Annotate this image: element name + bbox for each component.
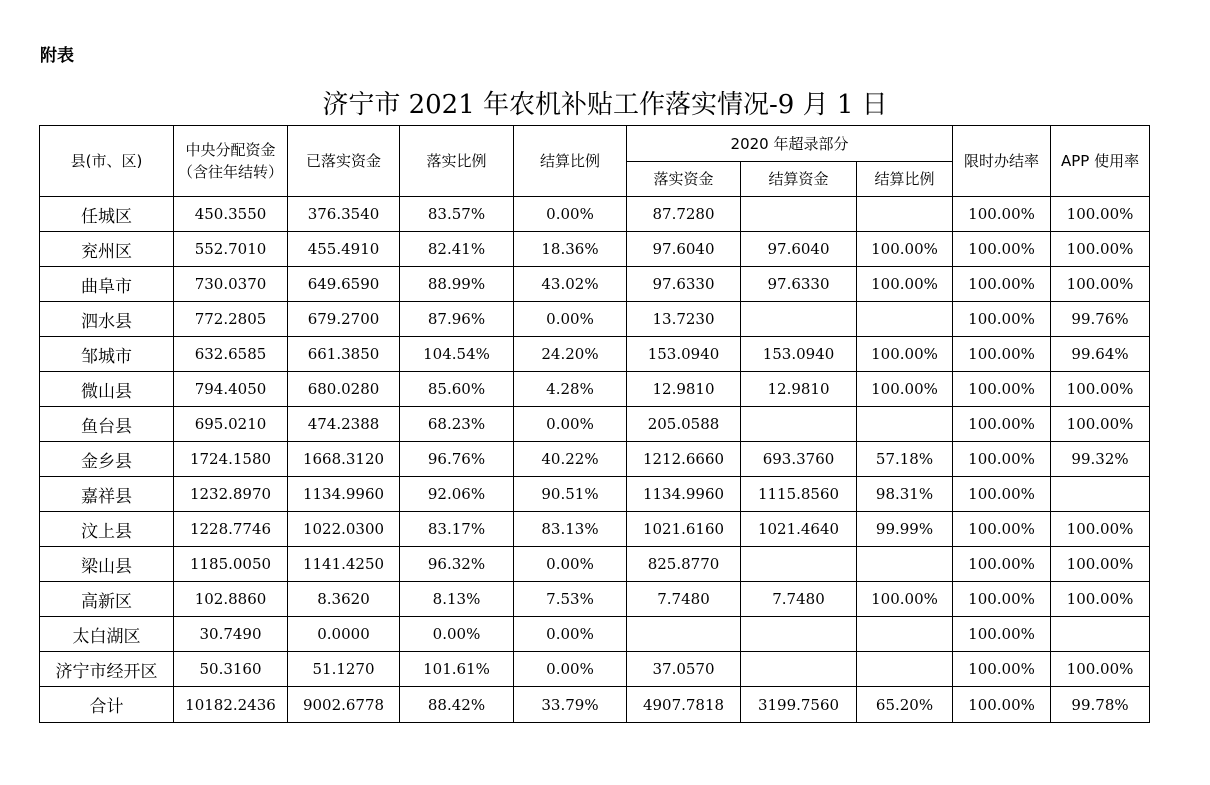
subsidy-table [39,125,1150,723]
header-sub-implemented: 落实资金 [627,162,741,197]
table-cell: 695.0210 [174,407,288,442]
page-title: 济宁市 2021 年农机补贴工作落实情况-9 月 1 日 [322,90,888,120]
table-cell: 8.13% [400,582,514,617]
table-cell: 153.0940 [741,337,857,372]
table-cell: 97.6040 [627,232,741,267]
table-row [40,582,1150,617]
total-row [40,687,1150,723]
county-cell: 兖州区 [40,232,174,267]
table-cell: 12.9810 [741,372,857,407]
table-cell [857,302,953,337]
table-cell: 0.00% [514,407,627,442]
table-cell: 0.00% [514,197,627,232]
header-central-funds: 中央分配资金（含往年结转） [174,126,288,197]
table-cell: 82.41% [400,232,514,267]
table-row [40,267,1150,302]
table-cell: 7.53% [514,582,627,617]
header-app-usage-rate: APP 使用率 [1051,126,1150,197]
table-cell: 57.18% [857,442,953,477]
table-cell: 1134.9960 [288,477,400,512]
county-cell: 任城区 [40,197,174,232]
table-cell: 101.61% [400,652,514,687]
table-row [40,477,1150,512]
table-row [40,547,1150,582]
table-cell [857,547,953,582]
county-cell: 邹城市 [40,337,174,372]
table-cell: 1115.8560 [741,477,857,512]
table-cell: 99.32% [1051,442,1150,477]
county-cell: 济宁市经开区 [40,652,174,687]
table-cell: 680.0280 [288,372,400,407]
table-row [40,512,1150,547]
table-cell: 100.00% [953,617,1051,652]
table-cell: 83.57% [400,197,514,232]
county-cell: 泗水县 [40,302,174,337]
header-sub-settle-ratio: 结算比例 [857,162,953,197]
table-cell: 97.6040 [741,232,857,267]
table-cell: 100.00% [953,442,1051,477]
table-cell: 693.3760 [741,442,857,477]
county-cell: 金乡县 [40,442,174,477]
table-cell: 88.99% [400,267,514,302]
table-cell [1051,617,1150,652]
table-cell: 100.00% [1051,372,1150,407]
table-cell: 100.00% [1051,407,1150,442]
table-row [40,407,1150,442]
table-cell [741,197,857,232]
table-cell: 100.00% [953,477,1051,512]
table-cell: 100.00% [953,512,1051,547]
table-cell [857,617,953,652]
table-cell: 40.22% [514,442,627,477]
table-cell: 4.28% [514,372,627,407]
table-cell: 100.00% [953,407,1051,442]
table-cell: 24.20% [514,337,627,372]
table-cell: 87.96% [400,302,514,337]
table-cell: 474.2388 [288,407,400,442]
table-cell: 455.4910 [288,232,400,267]
table-cell [741,547,857,582]
table-cell: 153.0940 [627,337,741,372]
table-cell: 12.9810 [627,372,741,407]
table-cell: 100.00% [1051,582,1150,617]
table-cell: 100.00% [953,372,1051,407]
header-sub-settled: 结算资金 [741,162,857,197]
table-cell: 4907.7818 [627,687,741,723]
table-cell [741,302,857,337]
table-cell [857,407,953,442]
table-cell [627,617,741,652]
table-cell: 9002.6778 [288,687,400,723]
table-row [40,372,1150,407]
table-cell: 37.0570 [627,652,741,687]
table-cell: 1022.0300 [288,512,400,547]
county-cell: 太白湖区 [40,617,174,652]
table-cell: 18.36% [514,232,627,267]
table-cell: 104.54% [400,337,514,372]
table-cell: 10182.2436 [174,687,288,723]
table-cell: 99.78% [1051,687,1150,723]
table-cell: 100.00% [953,232,1051,267]
table-cell: 205.0588 [627,407,741,442]
table-cell: 65.20% [857,687,953,723]
table-cell: 1724.1580 [174,442,288,477]
table-cell: 552.7010 [174,232,288,267]
table-cell: 99.76% [1051,302,1150,337]
table-cell: 0.00% [514,617,627,652]
table-cell: 100.00% [953,687,1051,723]
table-cell: 1668.3120 [288,442,400,477]
table-cell: 100.00% [857,232,953,267]
table-cell: 100.00% [1051,267,1150,302]
table-cell: 100.00% [1051,547,1150,582]
table-cell: 0.00% [514,652,627,687]
table-row [40,652,1150,687]
county-cell: 嘉祥县 [40,477,174,512]
header-settle-ratio: 结算比例 [514,126,627,197]
table-cell: 85.60% [400,372,514,407]
county-cell: 曲阜市 [40,267,174,302]
table-cell: 13.7230 [627,302,741,337]
table-cell: 100.00% [953,302,1051,337]
header-implemented-funds: 已落实资金 [288,126,400,197]
table-cell: 100.00% [953,582,1051,617]
table-cell: 649.6590 [288,267,400,302]
table-row [40,197,1150,232]
table-cell: 100.00% [953,652,1051,687]
table-cell: 1212.6660 [627,442,741,477]
table-cell: 1232.8970 [174,477,288,512]
table-cell: 83.13% [514,512,627,547]
table-cell: 0.0000 [288,617,400,652]
table-cell: 92.06% [400,477,514,512]
table-cell: 3199.7560 [741,687,857,723]
table-cell: 100.00% [857,372,953,407]
table-cell: 87.7280 [627,197,741,232]
table-cell: 100.00% [1051,232,1150,267]
table-cell [741,407,857,442]
header-county: 县(市、区) [40,126,174,197]
table-cell: 51.1270 [288,652,400,687]
table-cell: 100.00% [953,337,1051,372]
table-cell: 96.32% [400,547,514,582]
county-cell: 梁山县 [40,547,174,582]
table-row [40,442,1150,477]
table-cell: 100.00% [1051,512,1150,547]
table-cell: 100.00% [953,267,1051,302]
table-cell: 33.79% [514,687,627,723]
table-cell: 7.7480 [627,582,741,617]
table-cell: 661.3850 [288,337,400,372]
table-cell: 772.2805 [174,302,288,337]
table-cell: 450.3550 [174,197,288,232]
table-cell: 0.00% [400,617,514,652]
table-cell: 1185.0050 [174,547,288,582]
table-cell: 100.00% [1051,652,1150,687]
table-cell: 50.3160 [174,652,288,687]
table-row [40,232,1150,267]
table-body [40,197,1150,723]
table-cell: 98.31% [857,477,953,512]
table-cell: 679.2700 [288,302,400,337]
table-cell: 825.8770 [627,547,741,582]
table-cell: 100.00% [953,197,1051,232]
table-cell: 100.00% [1051,197,1150,232]
table-cell: 632.6585 [174,337,288,372]
header-group-2020: 2020 年超录部分 [627,126,953,162]
table-cell [1051,477,1150,512]
table-cell [857,652,953,687]
county-cell: 汶上县 [40,512,174,547]
table-cell: 100.00% [857,267,953,302]
table-cell: 7.7480 [741,582,857,617]
appendix-label: 附表 [40,46,74,66]
table-cell: 1021.6160 [627,512,741,547]
table-cell: 794.4050 [174,372,288,407]
table-cell: 96.76% [400,442,514,477]
table-cell: 99.99% [857,512,953,547]
table-cell: 30.7490 [174,617,288,652]
table-cell: 100.00% [857,337,953,372]
table-cell: 1021.4640 [741,512,857,547]
table-cell: 0.00% [514,547,627,582]
table-cell: 88.42% [400,687,514,723]
header-row-1 [40,126,1150,162]
table-cell: 100.00% [953,547,1051,582]
table-cell [741,617,857,652]
table-cell: 730.0370 [174,267,288,302]
table-row [40,617,1150,652]
table-row [40,337,1150,372]
header-implement-ratio: 落实比例 [400,126,514,197]
table-cell: 90.51% [514,477,627,512]
county-cell: 合计 [40,687,174,723]
table-cell: 83.17% [400,512,514,547]
table-cell [857,197,953,232]
table-cell: 43.02% [514,267,627,302]
table-cell: 376.3540 [288,197,400,232]
table-cell: 8.3620 [288,582,400,617]
table-cell: 102.8860 [174,582,288,617]
table-cell [741,652,857,687]
table-cell: 1134.9960 [627,477,741,512]
table-cell: 68.23% [400,407,514,442]
table-cell: 1141.4250 [288,547,400,582]
table-cell: 99.64% [1051,337,1150,372]
county-cell: 鱼台县 [40,407,174,442]
table-row [40,302,1150,337]
county-cell: 高新区 [40,582,174,617]
table-cell: 1228.7746 [174,512,288,547]
table-cell: 97.6330 [627,267,741,302]
county-cell: 微山县 [40,372,174,407]
table-cell: 100.00% [857,582,953,617]
table-cell: 0.00% [514,302,627,337]
header-time-limit-rate: 限时办结率 [953,126,1051,197]
table-cell: 97.6330 [741,267,857,302]
